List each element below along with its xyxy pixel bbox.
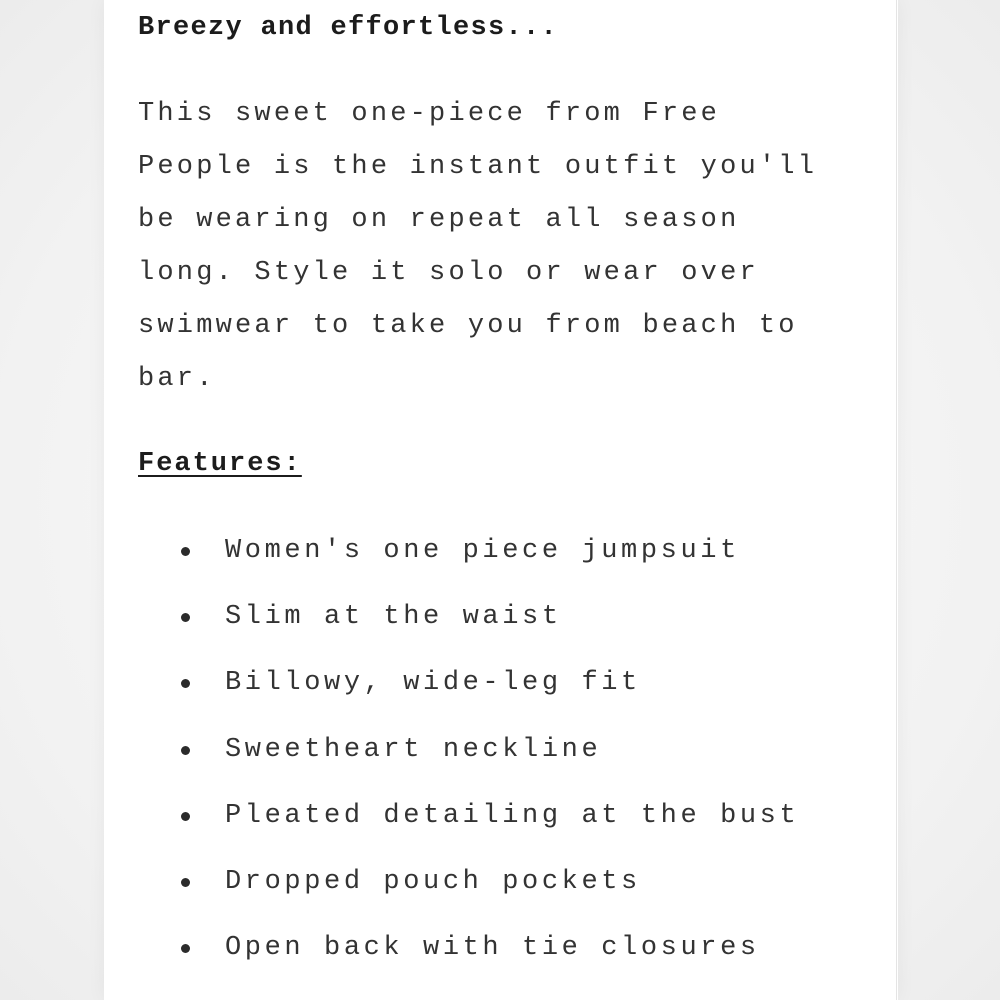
feature-item [138,783,799,849]
feature-text: Women's one piece jumpsuit [225,536,740,566]
bullet-icon [181,878,190,887]
feature-item [138,518,799,584]
bullet-icon [181,812,190,821]
feature-text: Billowy, wide-leg fit [225,668,641,699]
feature-text: Slim at the waist [225,602,562,633]
feature-item [138,650,799,716]
product-description-text: This sweet one-piece from Free People is the instant outfit you'll be wearing on repeat all season long. Style it solo or wear over swimwear to take you from beach to bar. [138,99,818,394]
bullet-icon [181,613,190,622]
features-heading: Features: [138,449,302,479]
feature-item [138,717,799,783]
feature-text: Dropped pouch pockets [225,866,641,897]
product-headline: Breezy and effortless... [138,13,559,43]
bullet-icon [181,746,190,755]
features-list [138,518,799,981]
feature-item [138,849,799,915]
feature-item [138,915,799,981]
card-divider [896,0,897,1000]
feature-text: Open back with tie closures [225,933,760,964]
feature-item [138,584,799,650]
bullet-icon [181,679,190,688]
feature-text: Pleated detailing at the bust [225,800,800,831]
bullet-icon [181,547,190,556]
bullet-icon [181,944,190,953]
feature-text: Sweetheart neckline [225,734,602,765]
